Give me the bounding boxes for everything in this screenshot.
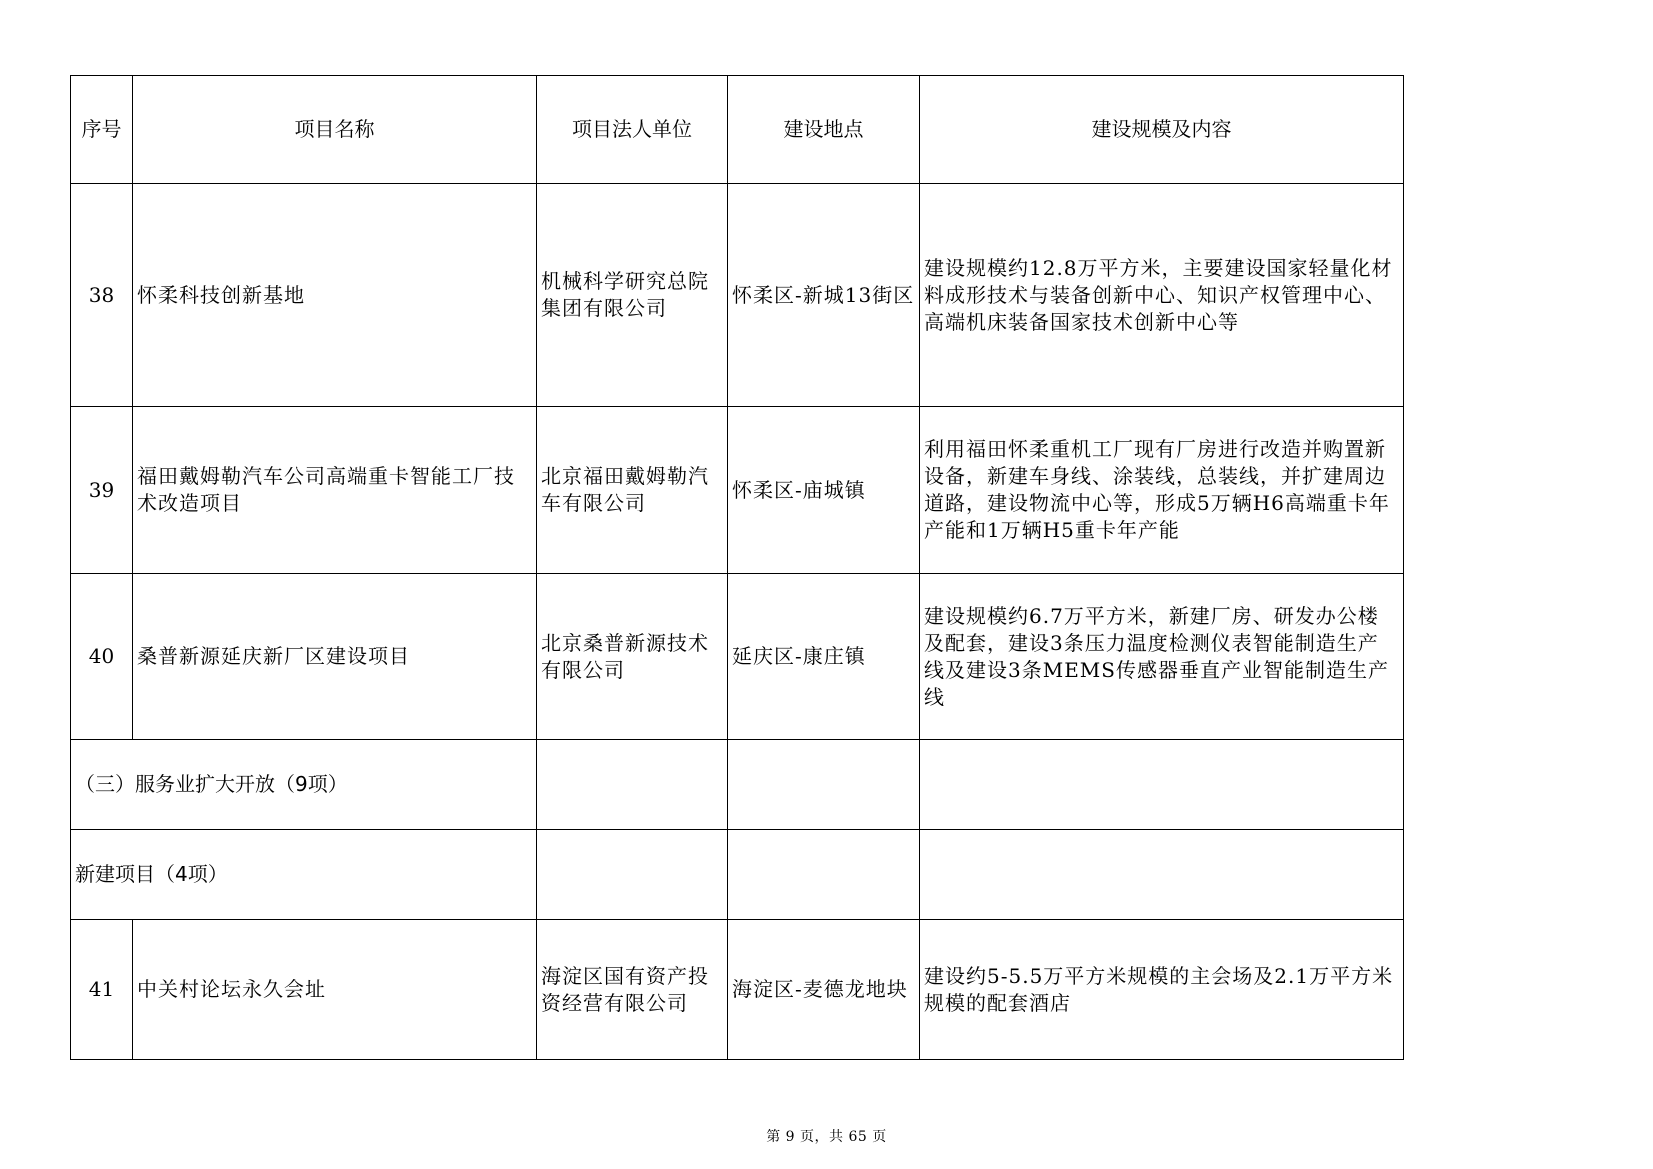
row-seq: 41 bbox=[71, 920, 133, 1060]
table-row bbox=[71, 184, 1404, 407]
row-location: 怀柔区-庙城镇 bbox=[728, 407, 920, 574]
row-legal-unit: 北京桑普新源技术有限公司 bbox=[537, 574, 728, 740]
row-seq: 39 bbox=[71, 407, 133, 574]
section-title: （三）服务业扩大开放（9项） bbox=[71, 740, 537, 830]
row-location: 海淀区-麦德龙地块 bbox=[728, 920, 920, 1060]
row-legal-unit: 北京福田戴姆勒汽车有限公司 bbox=[537, 407, 728, 574]
header-seq: 序号 bbox=[71, 76, 133, 184]
project-table bbox=[70, 75, 1404, 1060]
empty-cell bbox=[537, 740, 728, 830]
row-seq: 38 bbox=[71, 184, 133, 407]
row-legal-unit: 机械科学研究总院集团有限公司 bbox=[537, 184, 728, 407]
row-project-name: 福田戴姆勒汽车公司高端重卡智能工厂技术改造项目 bbox=[133, 407, 537, 574]
table-row bbox=[71, 407, 1404, 574]
row-project-name: 怀柔科技创新基地 bbox=[133, 184, 537, 407]
page-footer: 第 9 页，共 65 页 bbox=[766, 1129, 887, 1145]
row-scale-content: 建设规模约12.8万平方米，主要建设国家轻量化材料成形技术与装备创新中心、知识产权管理中心、高端机床装备国家技术创新中心等 bbox=[920, 184, 1404, 407]
empty-cell bbox=[537, 830, 728, 920]
subsection-row bbox=[71, 830, 1404, 920]
empty-cell bbox=[728, 740, 920, 830]
header-project-name: 项目名称 bbox=[133, 76, 537, 184]
subsection-title: 新建项目（4项） bbox=[71, 830, 537, 920]
header-scale-content: 建设规模及内容 bbox=[920, 76, 1404, 184]
row-project-name: 桑普新源延庆新厂区建设项目 bbox=[133, 574, 537, 740]
row-scale-content: 建设约5-5.5万平方米规模的主会场及2.1万平方米规模的配套酒店 bbox=[920, 920, 1404, 1060]
empty-cell bbox=[728, 830, 920, 920]
header-legal-unit: 项目法人单位 bbox=[537, 76, 728, 184]
row-location: 延庆区-康庄镇 bbox=[728, 574, 920, 740]
header-location: 建设地点 bbox=[728, 76, 920, 184]
row-scale-content: 建设规模约6.7万平方米，新建厂房、研发办公楼及配套，建设3条压力温度检测仪表智能制造生产线及建设3条MEMS传感器垂直产业智能制造生产线 bbox=[920, 574, 1404, 740]
table-row bbox=[71, 574, 1404, 740]
empty-cell bbox=[920, 740, 1404, 830]
row-scale-content: 利用福田怀柔重机工厂现有厂房进行改造并购置新设备，新建车身线、涂装线，总装线，并扩建周边道路，建设物流中心等，形成5万辆H6高端重卡年产能和1万辆H5重卡年产能 bbox=[920, 407, 1404, 574]
section-row bbox=[71, 740, 1404, 830]
row-location: 怀柔区-新城13街区 bbox=[728, 184, 920, 407]
table-row bbox=[71, 920, 1404, 1060]
empty-cell bbox=[920, 830, 1404, 920]
table-header-row bbox=[71, 76, 1404, 184]
row-project-name: 中关村论坛永久会址 bbox=[133, 920, 537, 1060]
row-legal-unit: 海淀区国有资产投资经营有限公司 bbox=[537, 920, 728, 1060]
row-seq: 40 bbox=[71, 574, 133, 740]
